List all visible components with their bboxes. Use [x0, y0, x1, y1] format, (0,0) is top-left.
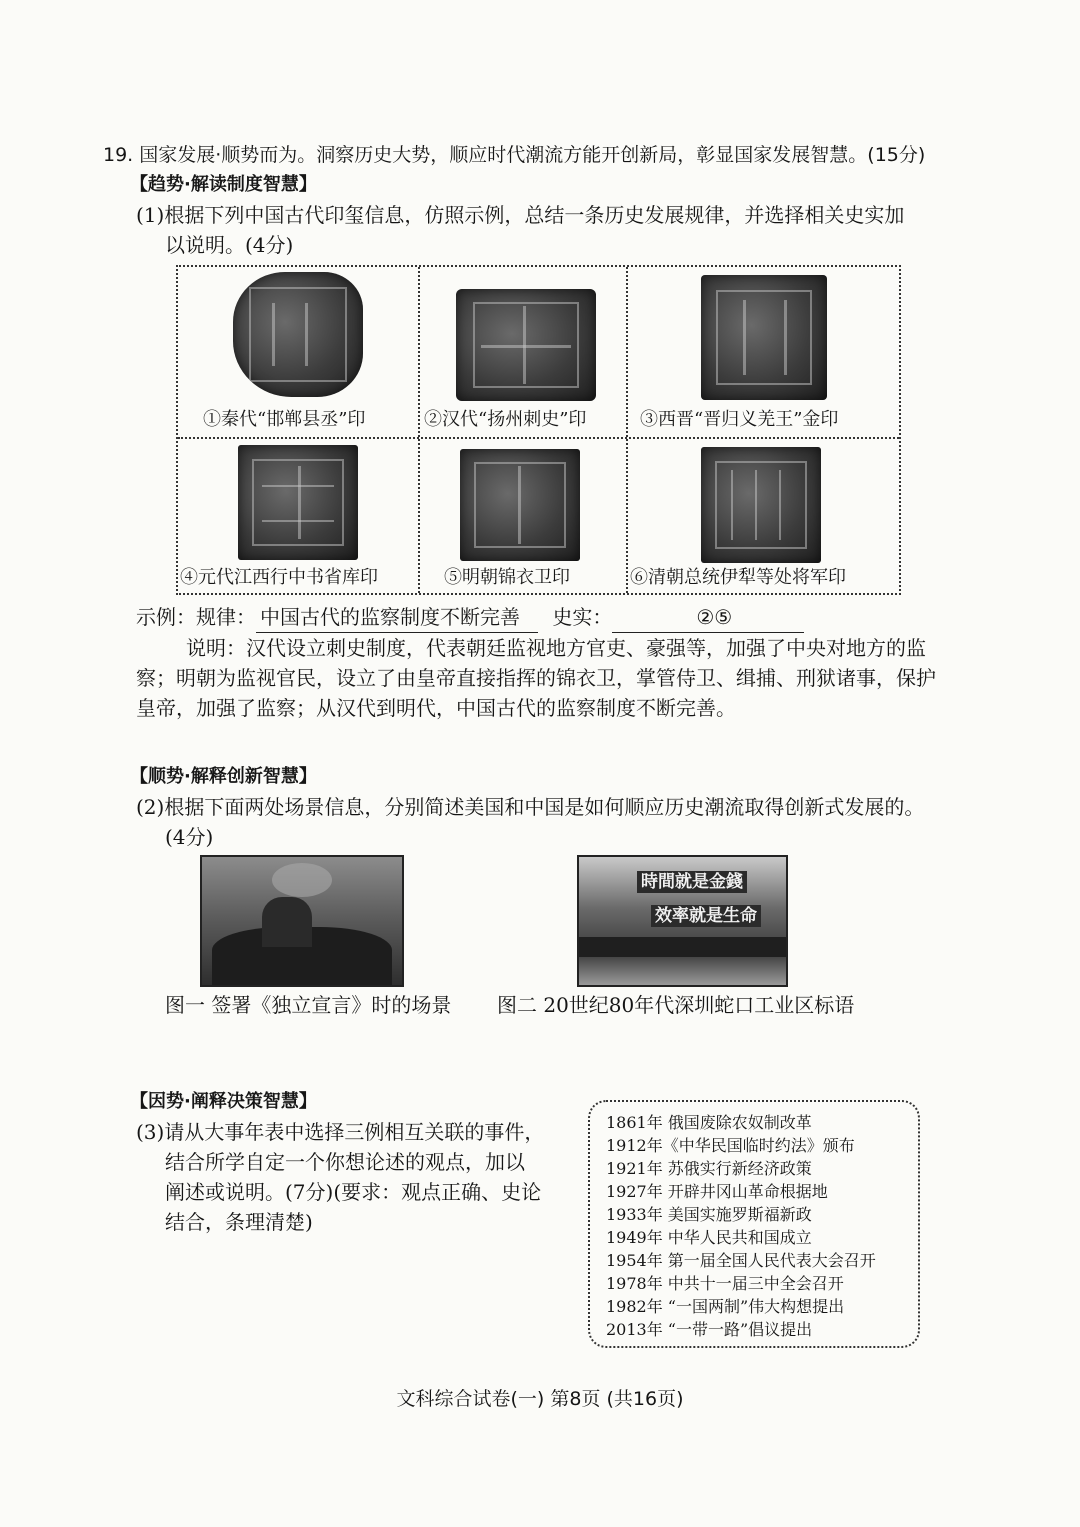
example-label: 示例：规律： — [136, 605, 256, 629]
question-title: 19. 国家发展·顺势而为。洞察历史大势，顺应时代潮流方能开创新局，彰显国家发展智慧。(15分) — [103, 144, 926, 166]
example-fact: ②⑤ — [612, 602, 804, 633]
timeline-entry: 2013年 “一带一路”倡议提出 — [606, 1320, 813, 1339]
part1-heading: 【趋势·解读制度智慧】 — [130, 174, 317, 195]
part3-prompt-line1: (3)请从大事年表中选择三例相互关联的事件， — [136, 1120, 545, 1144]
example-rule: 中国古代的监察制度不断完善 — [256, 602, 538, 633]
example-explain-line2: 察；明朝为监视官民，设立了由皇帝直接指挥的锦衣卫，掌管侍卫、缉捕、刑狱诸事，保护 — [136, 666, 936, 690]
slogan-banner-1: 時間就是金錢 — [637, 871, 747, 893]
seal-yuan-image — [238, 445, 358, 560]
slogan-banner-2: 效率就是生命 — [651, 905, 761, 927]
timeline-entry: 1861年 俄国废除农奴制改革 — [606, 1113, 812, 1132]
independence-signing-photo — [200, 855, 404, 987]
part3-prompt-line4: 结合，条理清楚) — [165, 1210, 313, 1234]
timeline-entry: 1933年 美国实施罗斯福新政 — [606, 1205, 812, 1224]
seal-caption: ④元代江西行中书省库印 — [180, 567, 378, 588]
part3-prompt-line3: 阐述或说明。(7分)(要求：观点正确、史论 — [165, 1180, 542, 1204]
timeline-entry: 1927年 开辟井冈山革命根据地 — [606, 1182, 828, 1201]
figure2-caption: 图二 20世纪80年代深圳蛇口工业区标语 — [497, 993, 855, 1017]
seal-ming-image — [460, 449, 580, 561]
seal-grid — [176, 265, 901, 595]
timeline-entry: 1978年 中共十一届三中全会召开 — [606, 1274, 844, 1293]
example-explain-line3: 皇帝，加强了监察；从汉代到明代，中国古代的监察制度不断完善。 — [136, 696, 736, 720]
seal-qin — [178, 267, 418, 437]
part1-prompt-line2: 以说明。(4分) — [165, 233, 294, 257]
seal-jin-image — [701, 275, 827, 400]
example-explain-line1: 说明：汉代设立刺史制度，代表朝廷监视地方官吏、豪强等，加强了中央对地方的监 — [186, 636, 926, 660]
part2-prompt-line1: (2)根据下面两处场景信息，分别简述美国和中国是如何顺应历史潮流取得创新式发展的。 — [136, 795, 925, 819]
seal-caption: ③西晋“晋归义羌王”金印 — [640, 409, 839, 430]
seal-qing-image — [701, 447, 821, 563]
seal-han-image — [456, 289, 596, 401]
example-fact-label: 史实： — [552, 605, 613, 629]
seal-qing — [626, 437, 903, 595]
example-rule-line — [136, 602, 804, 633]
chronology-box — [588, 1100, 920, 1348]
part2-heading: 【顺势·解释创新智慧】 — [130, 766, 317, 787]
timeline-entry: 1982年 “一国两制”伟大构想提出 — [606, 1297, 845, 1316]
seal-caption: ⑤明朝锦衣卫印 — [444, 567, 570, 588]
seal-jin — [626, 267, 903, 437]
seal-caption: ②汉代“扬州刺史”印 — [424, 409, 587, 430]
timeline-entry: 1949年 中华人民共和国成立 — [606, 1228, 812, 1247]
part1-prompt-line1: (1)根据下列中国古代印玺信息，仿照示例，总结一条历史发展规律，并选择相关史实加 — [136, 203, 905, 227]
seal-yuan — [178, 437, 418, 595]
timeline-entry: 1921年 苏俄实行新经济政策 — [606, 1159, 812, 1178]
seal-ming — [418, 437, 626, 595]
figure1-caption: 图一 签署《独立宣言》时的场景 — [165, 993, 452, 1017]
part2-prompt-line2: (4分) — [165, 825, 214, 849]
timeline-entry: 1954年 第一届全国人民代表大会召开 — [606, 1251, 876, 1270]
timeline-entry: 1912年《中华民国临时约法》颁布 — [606, 1136, 855, 1155]
part3-prompt-line2: 结合所学自定一个你想论述的观点，加以 — [165, 1150, 525, 1174]
shekou-slogan-photo — [577, 855, 788, 987]
page-footer: 文科综合试卷(一) 第8页 (共16页) — [396, 1388, 684, 1410]
seal-caption: ⑥清朝总统伊犁等处将军印 — [630, 567, 846, 588]
part3-heading: 【因势·阐释决策智慧】 — [130, 1091, 317, 1112]
seal-han — [418, 267, 626, 437]
seal-caption: ①秦代“邯郸县丞”印 — [203, 409, 366, 430]
seal-qin-image — [233, 272, 363, 397]
